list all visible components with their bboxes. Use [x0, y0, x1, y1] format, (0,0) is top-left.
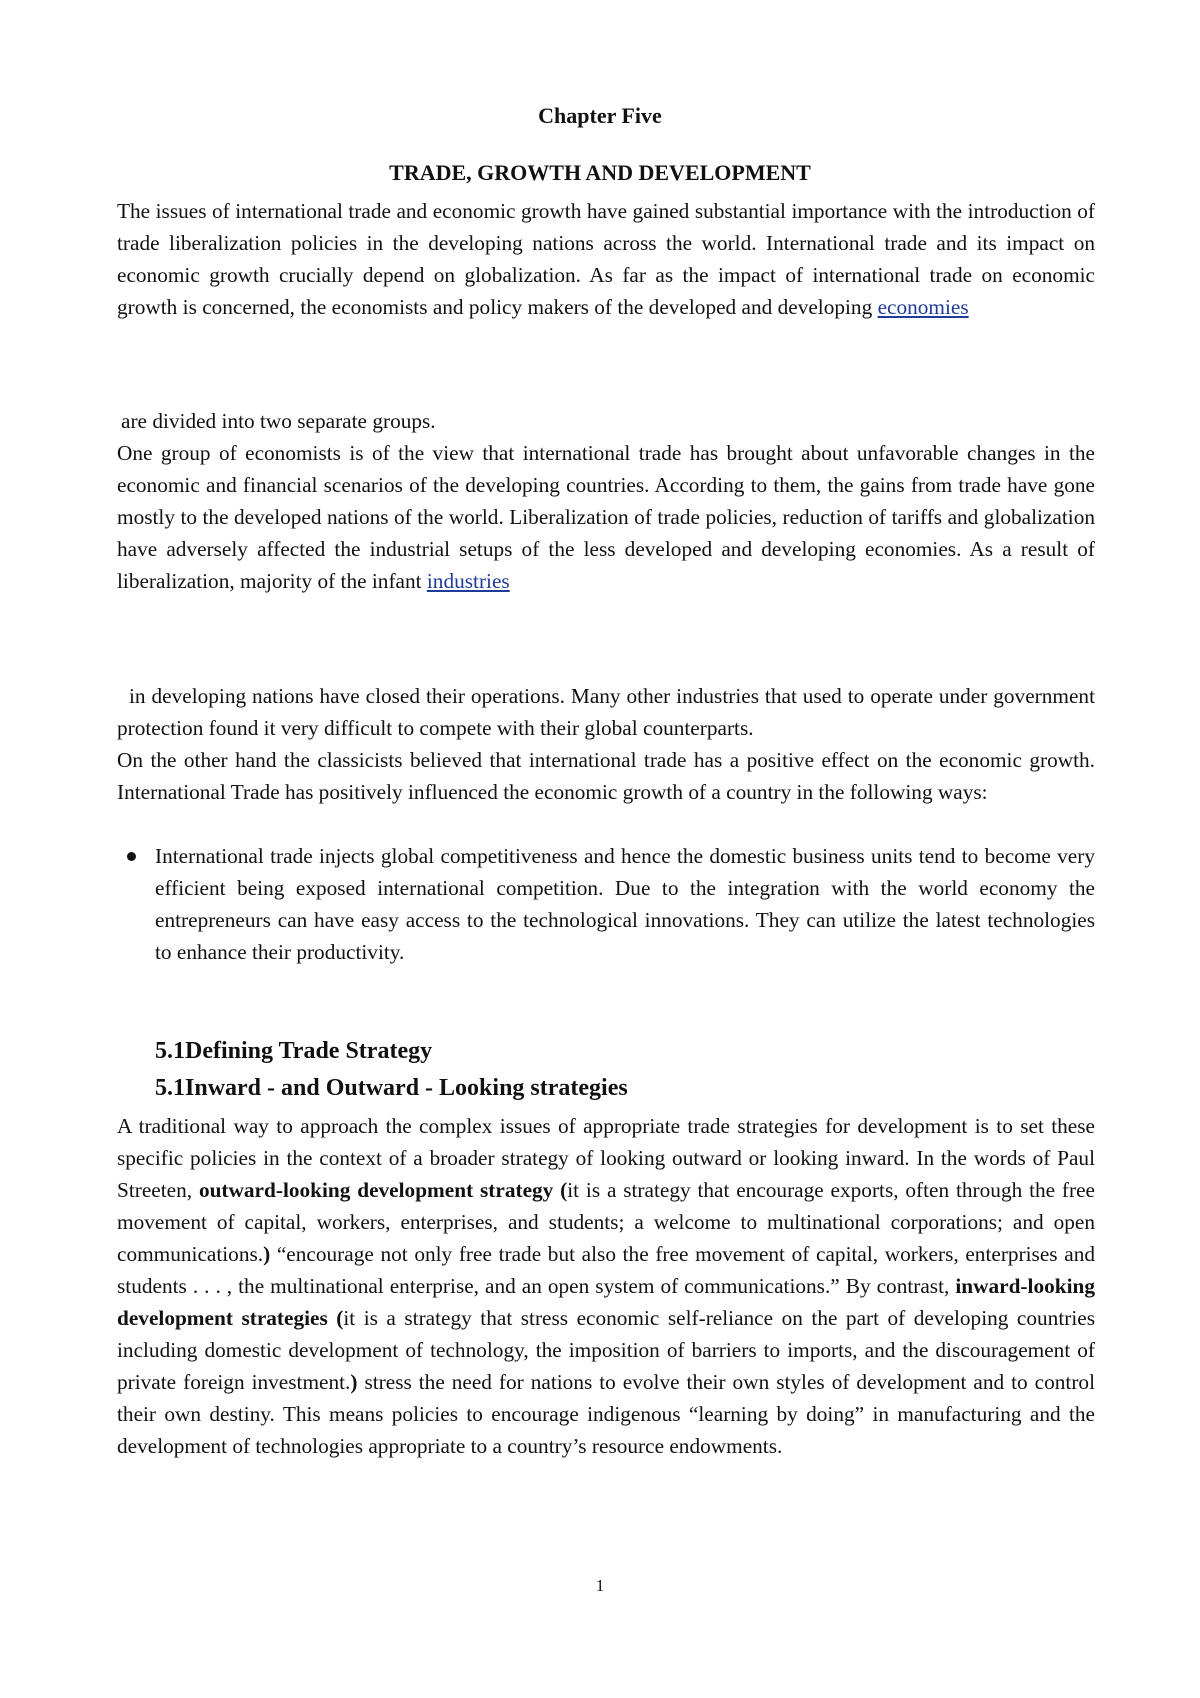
paragraph-unfavorable-text: One group of economists is of the view that international trade has brought about unfavorable changes in the economic and financial scenarios of the developing countries. According to them, the gains from trade have gone mostly to the developed nations of the world. Liberalization of trade policies, reduction of tariffs and globalization have adversely affected the industrial setups of the less developed and developing economies. As a result of liberalization, majority of the infant	[117, 441, 1095, 593]
chapter-title: Chapter Five	[538, 103, 662, 128]
inward-looking-term: inward-looking development strategies (	[117, 1274, 1095, 1330]
paragraph-intro	[117, 195, 1095, 323]
paragraph-groups: are divided into two separate groups.	[121, 409, 436, 433]
strategies-text-5: stress the need for nations to evolve their own styles of development and to control their own destiny. This means policies to encourage indigenous “learning by doing” in manufacturing and the development of technologies appropriate to a country’s resource endowments.	[117, 1370, 1095, 1458]
paragraph-strategies	[117, 1110, 1095, 1462]
bullet-text: International trade injects global competitiveness and hence the domestic business units tend to become very efficient being exposed international competition. Due to the integration with the world economy the entrepreneurs can have easy access to the technological innovations. They can utilize the latest technologies to enhance their productivity.	[155, 844, 1095, 964]
paragraph-classicists: On the other hand the classicists believed that international trade has a positive effect on the economic growth. International Trade has positively influenced the economic growth of a country in the following ways:	[117, 748, 1095, 804]
outward-looking-term: outward-looking development strategy (	[198, 1178, 568, 1202]
economies-link[interactable]: economies	[877, 295, 969, 319]
strategies-text-3: “encourage not only free trade but also the free movement of capital, workers, enterprises and students . . . , the multinational enterprise, and an open system of communications.” By contrast,	[117, 1242, 1095, 1298]
strategies-text-4: it is a strategy that stress economic self-reliance on the part of developing countries including domestic development of technology, the imposition of barriers to imports, and the discouragement of private foreign investment.	[117, 1306, 1095, 1394]
section-heading-inward-outward: 5.1Inward - and Outward - Looking strategies	[155, 1075, 628, 1101]
closing-paren-1: )	[263, 1242, 271, 1266]
industries-link[interactable]: industries	[426, 569, 510, 593]
section-heading-defining: 5.1Defining Trade Strategy	[155, 1038, 433, 1064]
bullet-item	[117, 840, 1095, 968]
paragraph-intro-text: The issues of international trade and economic growth have gained substantial importance with the introduction of trade liberalization policies in the developing nations across the world. International trade and its impact on economic growth crucially depend on globalization. As far as the impact of international trade on economic growth is concerned, the economists and policy makers of the developed and developing	[117, 199, 1095, 319]
strategies-text-1: A traditional way to approach the complex issues of appropriate trade strategies for development is to set these specific policies in the context of a broader strategy of looking outward or looking inward. In the words of Paul Streeten,	[117, 1114, 1095, 1202]
bullet-dot-icon	[127, 852, 136, 861]
bullet-list	[117, 840, 1095, 968]
strategies-text-2: it is a strategy that encourage exports, often through the free movement of capital, workers, enterprises, and students; a welcome to multinational corporations; and open communications.	[117, 1178, 1095, 1266]
page-number: 1	[595, 1576, 605, 1595]
closing-paren-2: )	[350, 1370, 358, 1394]
chapter-subtitle: TRADE, GROWTH AND DEVELOPMENT	[389, 160, 811, 185]
paragraph-industries: in developing nations have closed their operations. Many other industries that used to operate under government protection found it very difficult to compete with their global counterparts.	[117, 684, 1095, 740]
paragraph-unfavorable	[117, 437, 1095, 597]
